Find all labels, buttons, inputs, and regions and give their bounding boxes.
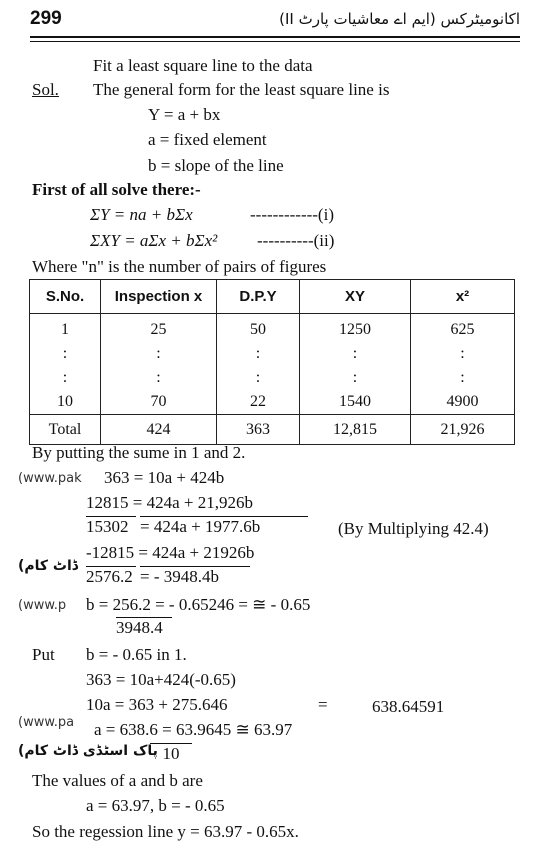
final-regression-line: So the regession line y = 63.97 - 0.65x. — [32, 822, 299, 841]
b-equation: b = 256.2 = - 0.65246 = ≅ - 0.65 — [86, 595, 311, 614]
b-denominator: 3948.4 — [116, 617, 172, 638]
watermark-text: (www.p — [18, 598, 67, 613]
watermark-text: (www.pa — [18, 715, 75, 730]
table-header: D.P.Y — [217, 280, 300, 314]
table-cell: Total — [30, 415, 101, 445]
watermark-text: (www.pak — [18, 471, 82, 486]
table-cell: 1 : : 10 — [30, 314, 101, 415]
equation-tag-1: ------------(i) — [250, 205, 334, 224]
normal-equation-2: ΣXY = aΣx + bΣx² — [90, 231, 218, 250]
table-cell: 1250 : : 1540 — [300, 314, 411, 415]
book-header-title: اکانومیٹرکس (ایم اے معاشیات پارٹ II) — [279, 10, 520, 28]
equation-general: Y = a + bx — [148, 105, 221, 124]
table-header-row — [30, 280, 515, 314]
table-header: x² — [411, 280, 515, 314]
equation-b-definition: b = slope of the line — [148, 156, 284, 175]
watermark-text: ڈاٹ کام) — [18, 558, 79, 574]
a-equation: a = 638.6 = 63.9645 ≅ 63.97 — [94, 720, 293, 739]
normal-equation-1: ΣY = na + bΣx — [90, 205, 193, 224]
table-header: XY — [300, 280, 411, 314]
table-cell: 363 — [217, 415, 300, 445]
equation-a-definition: a = fixed element — [148, 130, 267, 149]
a-denominator: 10 — [150, 743, 192, 764]
first-heading: First of all solve there:- — [32, 180, 201, 199]
page-number: 299 — [30, 8, 62, 29]
calc-line-2: 12815 = 424a + 21,926b — [86, 493, 253, 512]
calc-line-3-right: = 424a + 1977.6b — [140, 516, 308, 537]
put-line-1: 363 = 10a+424(-0.65) — [86, 670, 236, 689]
equation-tag-2: ----------(ii) — [257, 231, 335, 250]
calc-line-4: -12815 = 424a + 21926b — [86, 543, 255, 562]
sol-label: Sol. — [32, 80, 59, 99]
calc-line-1: 363 = 10a + 424b — [104, 468, 225, 487]
table-header: Inspection x — [101, 280, 217, 314]
table-cell: 625 : : 4900 — [411, 314, 515, 415]
put-line-2-equals: = — [318, 695, 328, 714]
multiplying-note: (By Multiplying 42.4) — [338, 519, 489, 538]
put-line-2: 10a = 363 + 275.646 — [86, 695, 228, 714]
table-total-row — [30, 415, 515, 445]
put-line-2-value: 638.64591 — [372, 697, 445, 716]
header-rule-thin — [30, 41, 520, 42]
table-cell: 12,815 — [300, 415, 411, 445]
table-header: S.No. — [30, 280, 101, 314]
sol-text: The general form for the least square line is — [93, 80, 390, 99]
intro-text: Fit a least square line to the data — [93, 56, 313, 75]
data-table — [29, 279, 515, 445]
table-cell: 50 : : 22 — [217, 314, 300, 415]
header-rule-thick — [30, 36, 520, 38]
calc-line-5-left: 2576.2 — [86, 566, 136, 587]
putting-text: By putting the sume in 1 and 2. — [32, 443, 246, 462]
put-label: Put — [32, 645, 55, 664]
table-cell: 21,926 — [411, 415, 515, 445]
table-row — [30, 314, 515, 415]
watermark-text: پاک اسٹڈی ڈاٹ کام) — [18, 743, 158, 759]
calc-line-3-left: 15302 — [86, 516, 136, 537]
table-cell: 25 : : 70 — [101, 314, 217, 415]
put-text: b = - 0.65 in 1. — [86, 645, 187, 664]
values-text: The values of a and b are — [32, 771, 203, 790]
calc-line-5-right: = - 3948.4b — [140, 566, 250, 587]
where-text: Where "n" is the number of pairs of figures — [32, 257, 327, 276]
values-ab: a = 63.97, b = - 0.65 — [86, 796, 225, 815]
table-cell: 424 — [101, 415, 217, 445]
